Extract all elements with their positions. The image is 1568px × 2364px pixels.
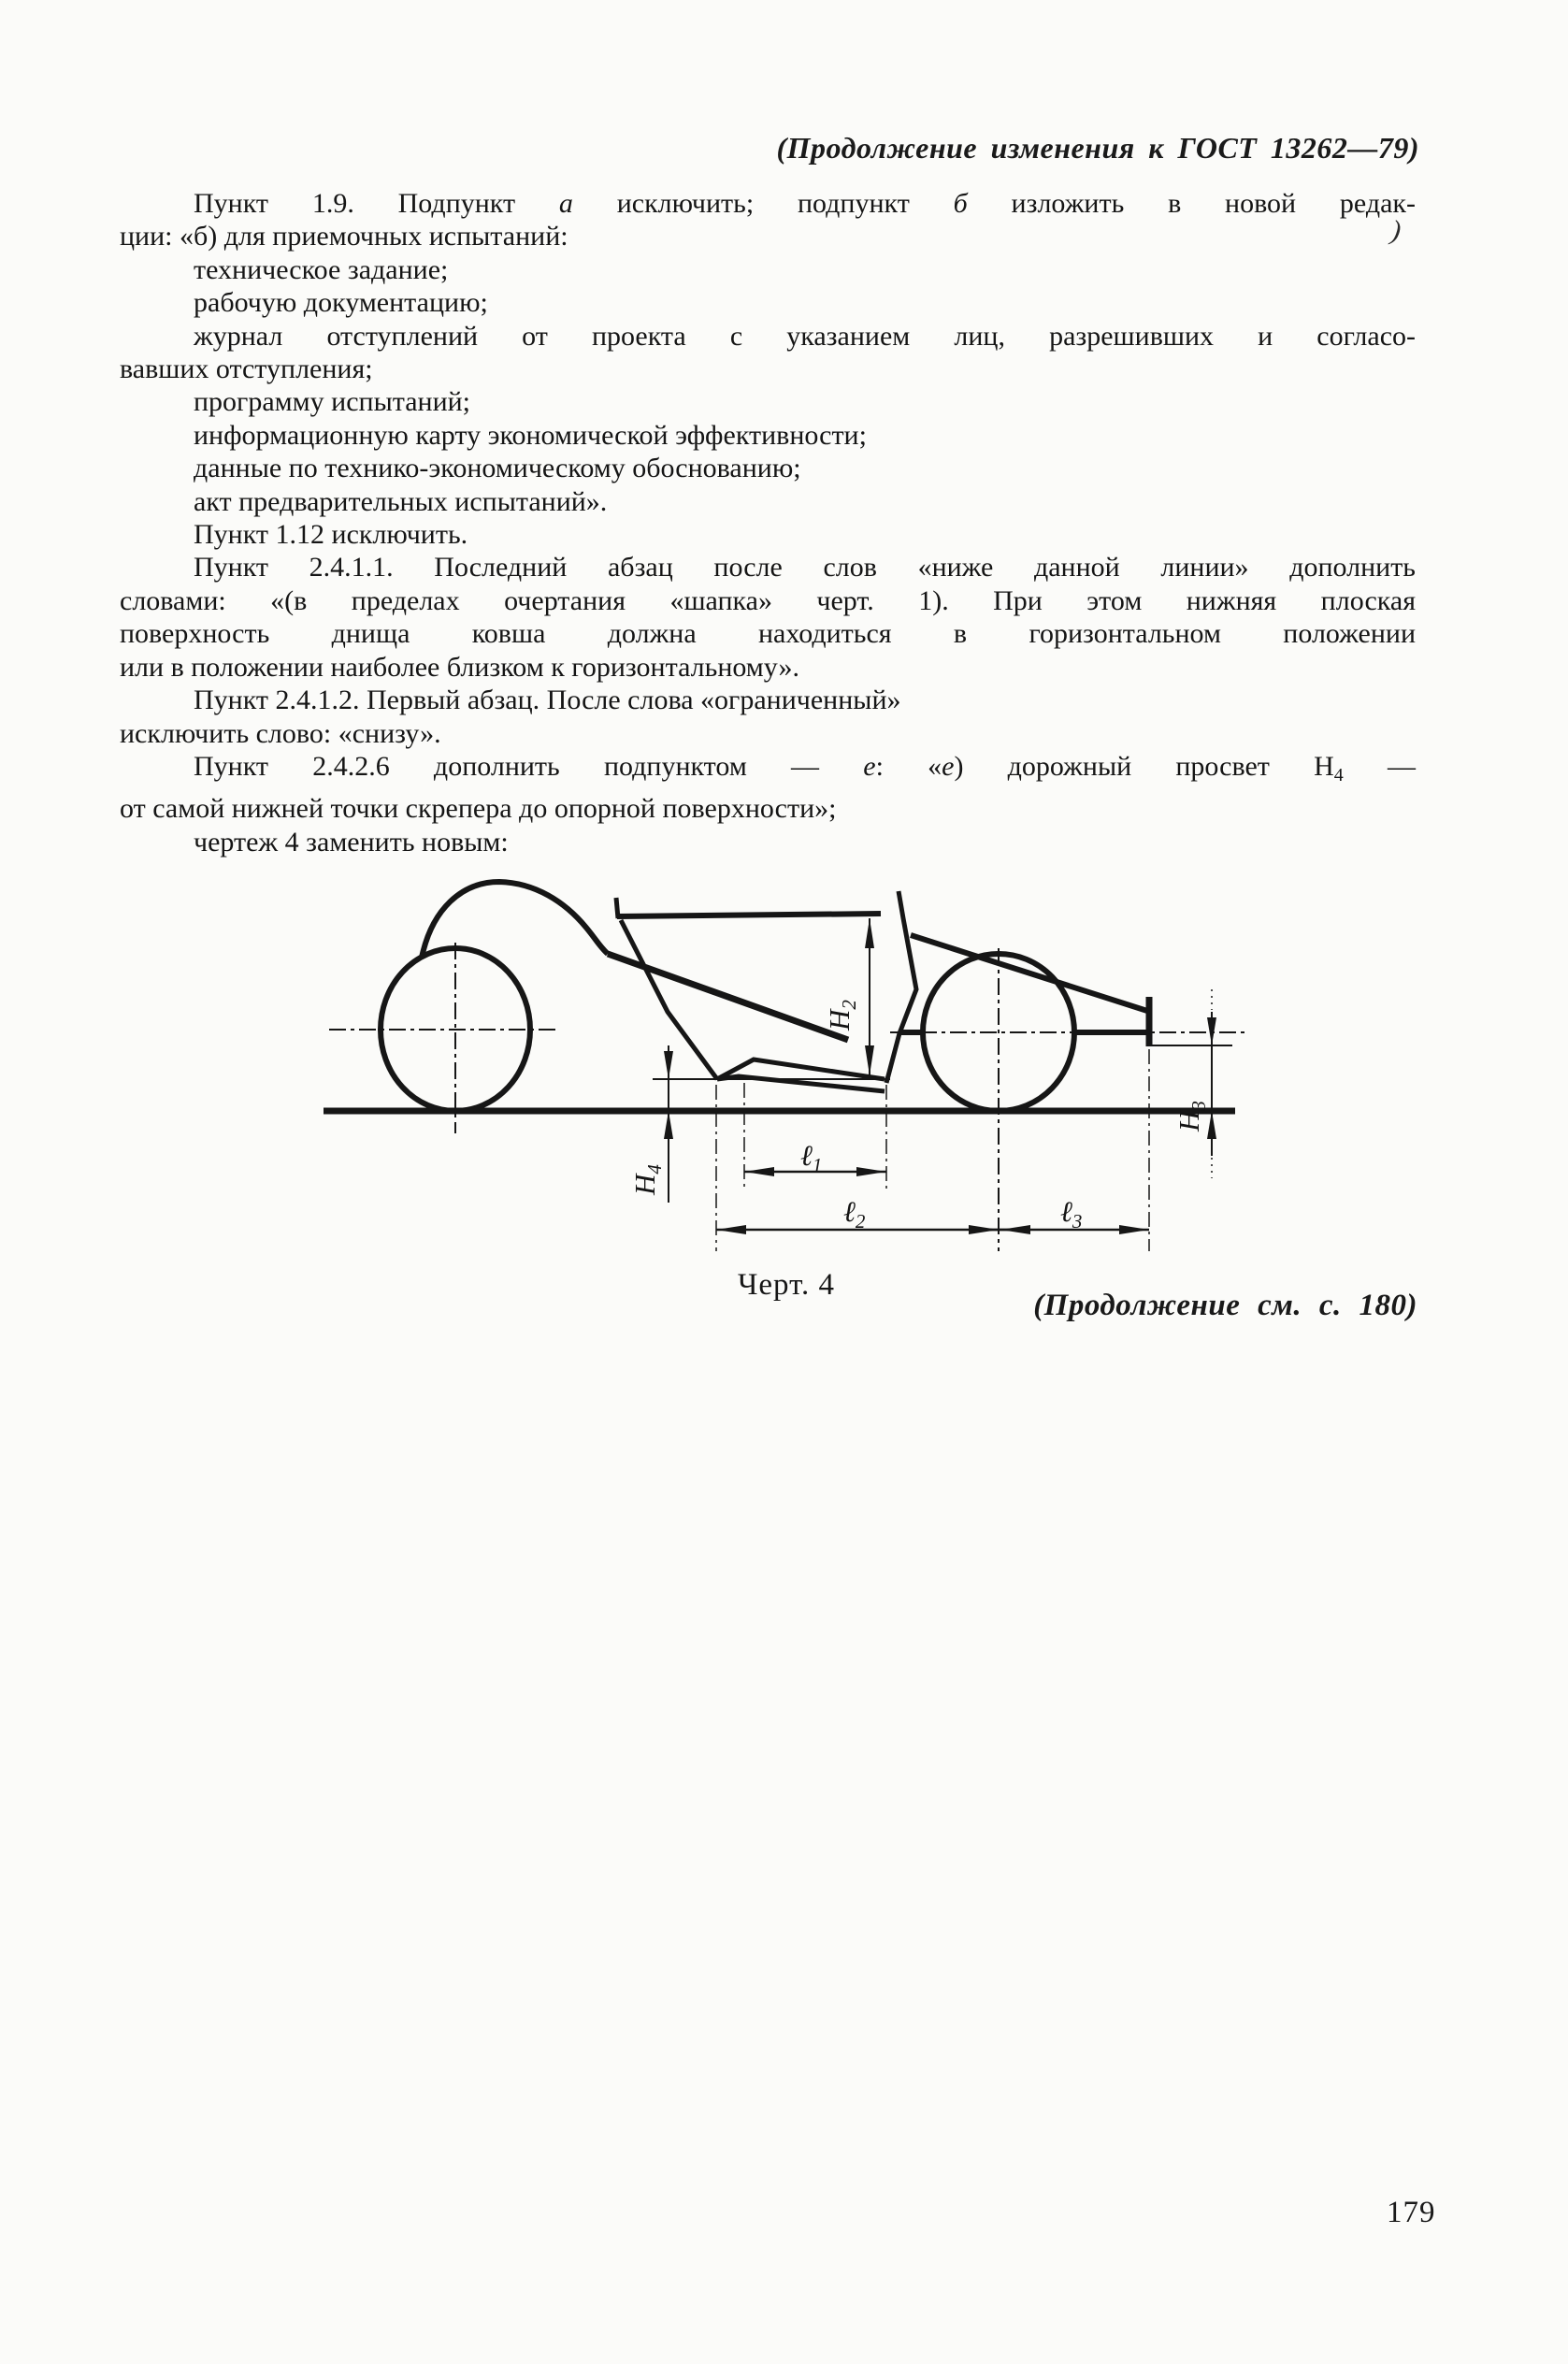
text-line: техническое задание;: [194, 253, 449, 285]
text-line: Пункт 1.12 исключить.: [194, 519, 468, 551]
page-number: 179: [1387, 2196, 1436, 2229]
text-line: рабочую документацию;: [194, 287, 488, 319]
scraper-drawing: [309, 860, 1412, 1319]
label-h4: $Н_4$: [628, 1164, 666, 1195]
text-line: поверхность днища ковша должна находиться в горизонтальном положении: [120, 618, 1416, 650]
continuation-footer-text: (Продолжение см. с. 180): [1033, 1289, 1417, 1322]
text-line: программу испытаний;: [194, 386, 471, 418]
dim-h3: [1207, 989, 1216, 1178]
scan-artifact-mark: ): [1388, 214, 1403, 247]
bowl-top-line: [617, 914, 881, 916]
push-frame-beam: [608, 954, 848, 1040]
amendment-text-block: [120, 187, 1416, 858]
text-line: информационную карту экономической эффективности;: [194, 419, 867, 451]
text-line: словами: «(в пределах очертания «шапка» черт. 1). При этом нижняя плоская: [120, 584, 1416, 616]
text-line: Пункт 1.9. Подпункт а исключить; подпункт б изложить в новой редак-: [194, 188, 1416, 219]
continuation-header: [120, 131, 1419, 166]
label-h2: $Н_2$: [823, 1000, 860, 1031]
label-h3: $Н_3$: [1172, 1101, 1210, 1132]
text-line: или в положении наиболее близком к горизонтальному».: [120, 651, 800, 683]
text-line: Пункт 2.4.1.1. Последний абзац после слов «ниже данной линии» дополнить: [194, 552, 1416, 584]
dim-h2: [865, 918, 874, 1075]
text-line: от самой нижней точки скрепера до опорной поверхности»;: [120, 793, 837, 825]
bowl-rear-wall: [886, 891, 916, 1083]
dim-h4: [664, 1045, 673, 1203]
figure-caption: Черт. 4: [737, 1268, 836, 1302]
text-line: Пункт 2.4.1.2. Первый абзац. После слова «ограниченный»: [194, 685, 901, 716]
continuation-footer: [120, 1289, 1417, 1323]
text-line: данные по технико-экономическому обоснованию;: [194, 453, 801, 484]
text-line: ции: «б) для приемочных испытаний:: [120, 221, 568, 252]
text-line: вавших отступления;: [120, 353, 373, 385]
continuation-header-text: (Продолжение изменения к ГОСТ 13262—79): [776, 131, 1419, 165]
text-line: исключить слово: «снизу».: [120, 717, 441, 749]
text-line: акт предварительных испытаний».: [194, 485, 608, 517]
label-l3: ℓ$_3$: [1060, 1195, 1083, 1232]
figure-chart-4: [309, 860, 1412, 1319]
text-line: Пункт 2.4.2.6 дополнить подпунктом — е: «е) дорожный просвет $Н_4$ —: [194, 750, 1416, 786]
label-l1: ℓ$_1$: [800, 1139, 823, 1176]
label-l2: ℓ$_2$: [843, 1195, 866, 1232]
text-line: чертеж 4 заменить новым:: [194, 826, 509, 858]
text-line: журнал отступлений от проекта с указанием лиц, разрешивших и согласо-: [194, 320, 1416, 352]
